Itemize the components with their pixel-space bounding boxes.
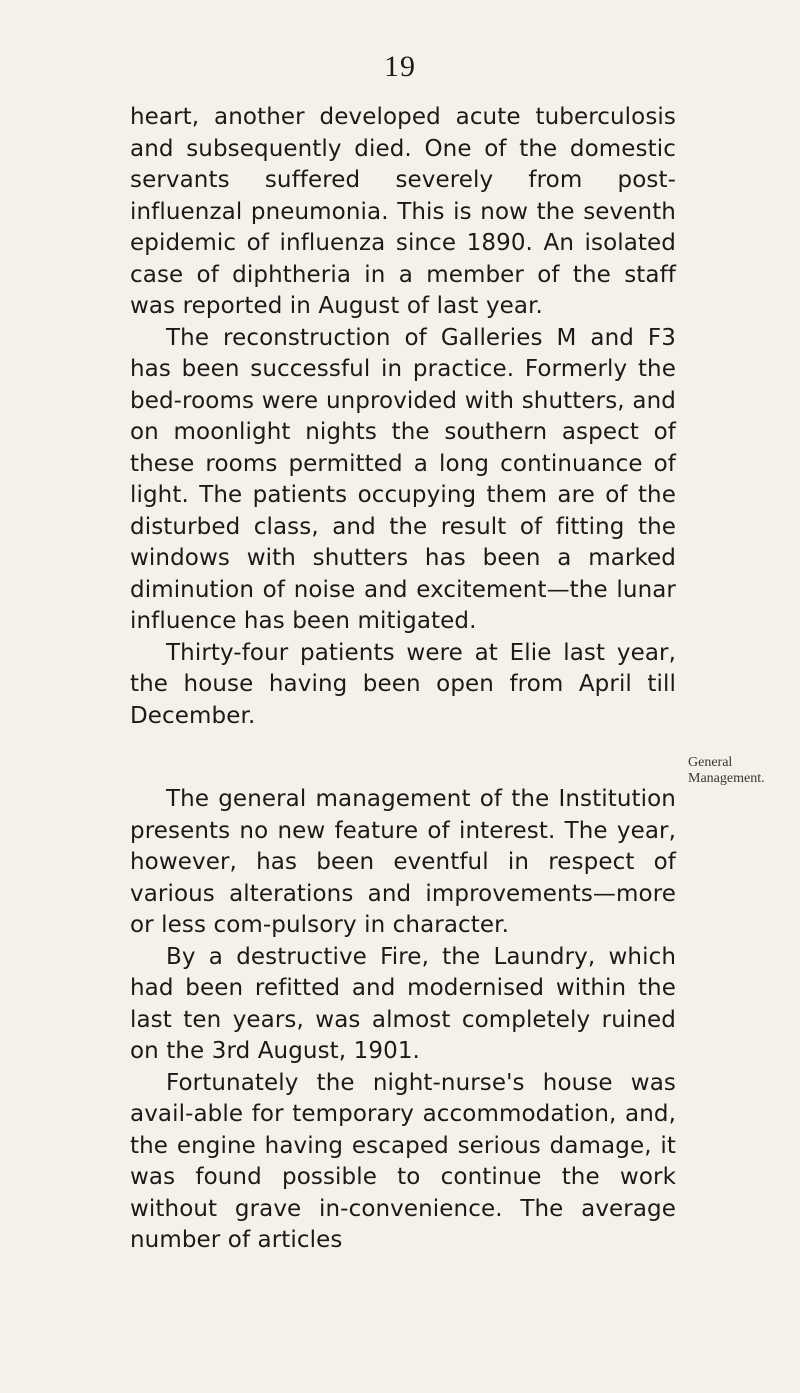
section-gap: [130, 732, 676, 784]
margin-note-line: General: [688, 755, 733, 770]
body-text: [130, 102, 676, 1257]
margin-note: [688, 755, 798, 787]
paragraph: By a destructive Fire, the Laundry, which had been refitted and modernised within the last ten years, was almost completely ruined on the 3rd August, 1901.: [130, 943, 676, 1064]
paragraph: heart, another developed acute tuberculosis and subsequently died. One of the domestic servants suffered severely from post-influenzal pneumonia. This is now the seventh epidemic of influenza since 1890. An isolated case of diphtheria in a member of the staff was reported in August of last year.: [130, 104, 676, 319]
margin-note-line: Management.: [688, 771, 765, 786]
page-number: 19: [384, 50, 416, 83]
paragraph: The general management of the Institution presents no new feature of interest. The year, however, has been eventful in respect of various alterations and improvements—more or less com-pulsory in character.: [130, 786, 676, 938]
paragraph: Thirty-four patients were at Elie last year, the house having been open from April till December.: [130, 639, 676, 729]
paragraph: Fortunately the night-nurse's house was avail-able for temporary accommodation, and, the engine having escaped serious damage, it was found possible to continue the work without grave in-convenience. The average number of articles: [130, 1069, 676, 1253]
paragraph: The reconstruction of Galleries M and F3 has been successful in practice. Formerly the bed-rooms were unprovided with shutters, and on moonlight nights the southern aspect of these rooms permitted a long continuance of light. The patients occupying them are of the disturbed class, and the result of fitting the windows with shutters has been a marked diminution of noise and excitement—the lunar influence has been mitigated.: [130, 324, 676, 634]
